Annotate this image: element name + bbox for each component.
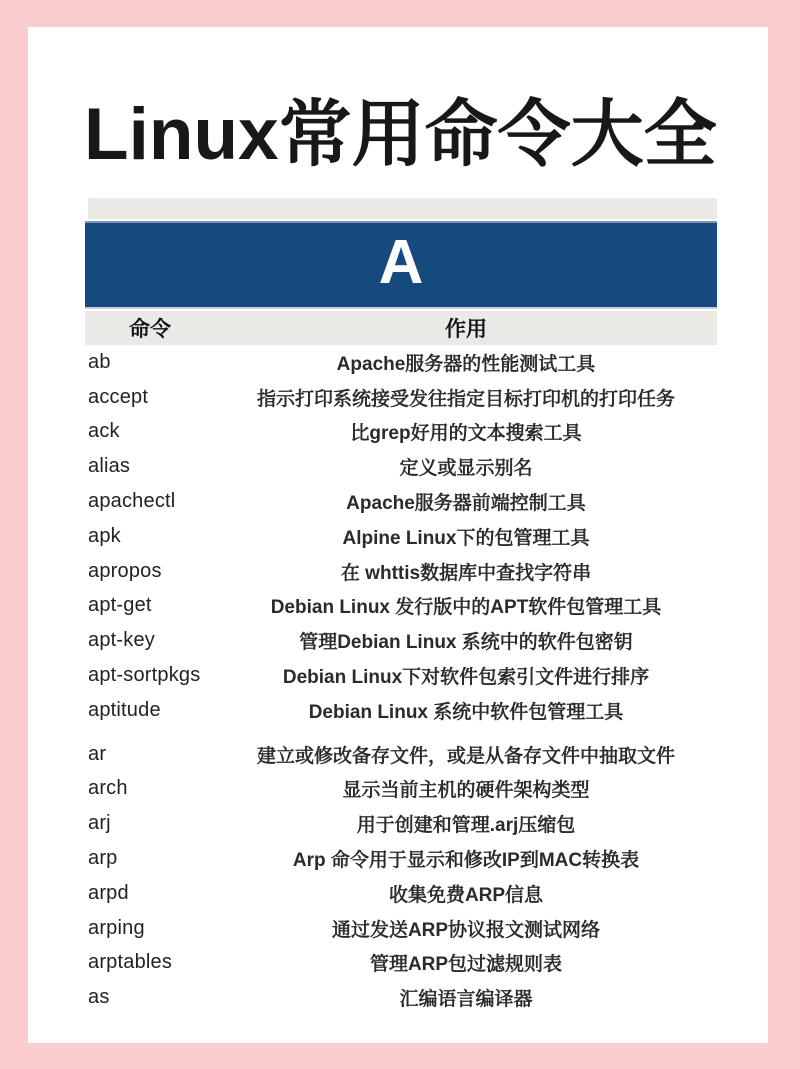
description-cell: 管理Debian Linux 系统中的软件包密钥 bbox=[299, 632, 633, 654]
command-cell: apt-sortpkgs bbox=[88, 664, 201, 687]
command-cell: ack bbox=[88, 420, 120, 443]
table-row bbox=[85, 876, 717, 911]
description-cell: Apache服务器前端控制工具 bbox=[346, 493, 586, 515]
command-cell: apropos bbox=[88, 559, 162, 582]
table-row bbox=[85, 772, 717, 807]
table-row bbox=[85, 841, 717, 876]
description-cell: Debian Linux 发行版中的APT软件包管理工具 bbox=[270, 597, 662, 619]
command-cell: arptables bbox=[88, 951, 173, 974]
description-cell: 定义或显示别名 bbox=[399, 458, 533, 480]
table-row bbox=[85, 589, 717, 624]
description-cell: 通过发送ARP协议报文测试网络 bbox=[331, 919, 601, 941]
section-banner bbox=[85, 221, 717, 309]
table-row bbox=[85, 380, 717, 415]
description-cell: Debian Linux下对软件包索引文件进行排序 bbox=[282, 667, 650, 689]
table-row bbox=[85, 415, 717, 450]
table-row bbox=[85, 623, 717, 658]
command-cell: apk bbox=[88, 524, 121, 547]
description-cell: Debian Linux 系统中软件包管理工具 bbox=[308, 701, 624, 723]
table-row bbox=[85, 806, 717, 841]
description-cell: 收集免费ARP信息 bbox=[388, 884, 544, 906]
command-cell: apachectl bbox=[88, 490, 176, 513]
table-row bbox=[85, 911, 717, 946]
table-row bbox=[85, 946, 717, 981]
description-cell: 汇编语言编译器 bbox=[399, 989, 533, 1011]
section-letter: A bbox=[378, 228, 424, 297]
description-cell: 指示打印系统接受发往指定目标打印机的打印任务 bbox=[256, 388, 675, 410]
table-header-row bbox=[85, 311, 717, 345]
command-cell: ar bbox=[88, 742, 107, 765]
description-cell: 建立或修改备存文件，或是从备存文件中抽取文件 bbox=[256, 745, 675, 767]
table-top-strip bbox=[88, 198, 717, 219]
table-row bbox=[85, 658, 717, 693]
table-body bbox=[85, 345, 717, 1015]
table-row bbox=[85, 519, 717, 554]
command-cell: arpd bbox=[88, 881, 129, 904]
command-cell: arch bbox=[88, 777, 128, 800]
content-card bbox=[28, 27, 768, 1043]
header-action: 作用 bbox=[445, 318, 487, 341]
command-cell: accept bbox=[88, 385, 149, 408]
command-table bbox=[85, 198, 717, 1015]
command-cell: arping bbox=[88, 916, 145, 939]
command-cell: ab bbox=[88, 350, 111, 373]
command-cell: aptitude bbox=[88, 698, 161, 721]
command-cell: as bbox=[88, 986, 110, 1009]
description-cell: 比grep好用的文本搜索工具 bbox=[350, 423, 582, 445]
command-cell: arj bbox=[88, 812, 111, 835]
description-cell: 用于创建和管理.arj压缩包 bbox=[356, 815, 576, 837]
description-cell: Alpine Linux下的包管理工具 bbox=[342, 527, 590, 549]
table-row bbox=[85, 693, 717, 728]
table-row bbox=[85, 980, 717, 1015]
description-cell: 在 whttis数据库中查找字符串 bbox=[340, 562, 592, 584]
description-cell: Apache服务器的性能测试工具 bbox=[336, 353, 596, 375]
table-row bbox=[85, 484, 717, 519]
table-row bbox=[85, 449, 717, 484]
command-cell: apt-key bbox=[88, 629, 155, 652]
command-cell: apt-get bbox=[88, 594, 152, 617]
header-command: 命令 bbox=[129, 318, 171, 341]
table-row bbox=[85, 345, 717, 380]
description-cell: Arp 命令用于显示和修改IP到MAC转换表 bbox=[292, 850, 640, 872]
command-cell: alias bbox=[88, 455, 131, 478]
description-cell: 管理ARP包过滤规则表 bbox=[369, 954, 563, 976]
description-cell: 显示当前主机的硬件架构类型 bbox=[342, 780, 590, 802]
command-cell: arp bbox=[88, 847, 118, 870]
table-row bbox=[85, 737, 717, 772]
page-title: Linux常用命令大全 bbox=[84, 94, 717, 175]
table-row bbox=[85, 554, 717, 589]
